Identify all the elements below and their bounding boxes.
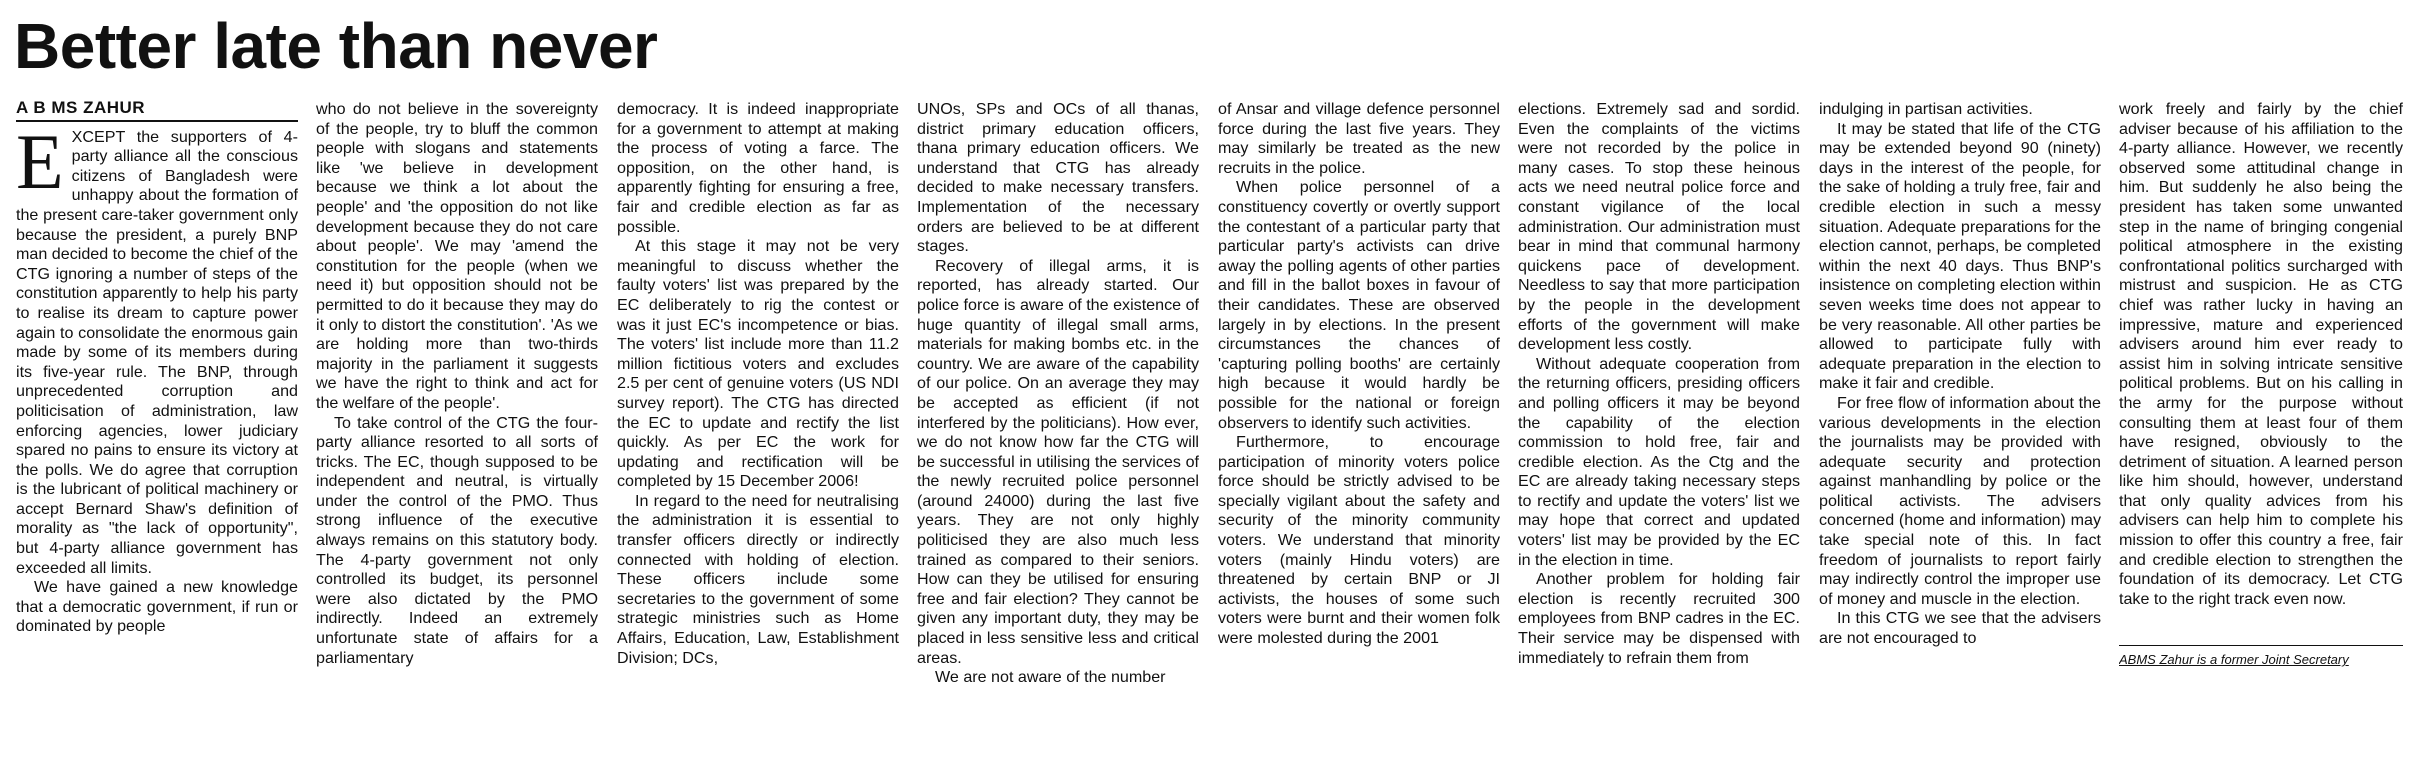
article-column-7 xyxy=(1819,100,2101,776)
paragraph: We are not aware of the number xyxy=(935,668,1166,687)
drop-cap: E xyxy=(16,117,64,205)
paragraph: Furthermore, to encourage participation of minority voters police force should be strictly advised to be specially vigilant about the safety and security of the minority community voters. We understand that minority voters (mainly Hindu voters) are threatened by certain BNP or JI activists, the houses of some such voters were burnt and their women folk were molested during the 2001 xyxy=(1218,433,1500,648)
paragraph: For free flow of information about the various developments in the election the journalists may be provided with adequate security and protection against manhandling by police or the political activists. The advisers concerned (home and information) may take special note of this. In fact freedom of journalists to report fairly may indirectly control the improper use of money and muscle in the election. xyxy=(1819,393,2101,608)
article-column-2 xyxy=(316,100,598,776)
paragraph: indulging in partisan activities. xyxy=(1819,100,2033,118)
paragraph: In regard to the need for neutralising the administration it is essential to transfer officers directly or indirectly connected with holding of election. These officers include some secretaries to the government of some strategic ministries such as Home Affairs, Education, Law, Establishment Division; DCs, xyxy=(617,491,899,667)
byline: A B MS ZAHUR xyxy=(16,98,146,117)
paragraph: We have gained a new knowledge that a democratic government, if run or dominated by people xyxy=(16,578,298,636)
paragraph: At this stage it may not be very meaningful to discuss whether the faulty voters' list was prepared by the EC deliberately to rig the contest or was it just EC's incompetence or bias. The voters' list include more than 11.2 million fictitious voters and excludes 2.5 per cent of genuine voters (US NDI survey report). The CTG has directed the EC to update and rectify the list quickly. As per EC the work for updating and rectification will be completed by 15 December 2006! xyxy=(617,237,899,491)
byline-row xyxy=(16,98,298,122)
article-column-3 xyxy=(617,100,899,776)
paragraph: of Ansar and village defence personnel force during the last five years. They may similarly be treated as the new recruits in the police. xyxy=(1218,100,1500,177)
paragraph: who do not believe in the sovereignty of the people, try to bluff the common people with slogans and statements like 'we believe in development because we think a lot about the people' and 'the opposition do not like development because they do not care about people'. We may 'amend the constitution for the people (when we need it) but opposition should not be permitted to do it because they may do it only to distort the constitution'. 'As we are holding more than two-thirds majority in the parliament it suggests we have the right to think and act for the welfare of the people'. xyxy=(316,100,598,412)
paragraph: UNOs, SPs and OCs of all thanas, district primary education officers, thana primary education officers. We understand that CTG has already decided to make necessary transfers. Implementation of the necessary orders are believed to be at different stages. xyxy=(917,100,1199,256)
paragraph: work freely and fairly by the chief adviser because of his affiliation to the 4-party alliance. However, we recently observed some attitudinal change in him. But suddenly he also being the president has taken some unwanted step in the name of bringing congenial political atmosphere in the existing confrontational politics surcharged with mistrust and suspicion. He as CTG chief was rather lucky in having an impressive, mature and experienced advisers around him ever ready to assist him in solving intricate sensitive political problems. But on his calling in the army for the purpose without consulting them at least four of them have resigned, obviously to the detriment of situation. A learned person like him should, however, understand that only quality advices from his advisers can help him to complete his mission to offer this country a free, fair and credible election to strengthen the foundation of its democracy. Let CTG take to the right track even now. xyxy=(2119,100,2403,608)
article-column-5 xyxy=(1218,100,1500,776)
paragraph: democracy. It is indeed inappropriate for a government to attempt at making the process of voting a farce. The opposition, on the other hand, is apparently fighting for ensuring a free, fair and credible election as far as possible. xyxy=(617,100,899,236)
paragraph: Another problem for holding fair election is recently recruited 300 employees from BNP cadres in the EC. Their service may be dispensed with immediately to refrain them from xyxy=(1518,570,1800,667)
article-column-1 xyxy=(16,98,298,774)
paragraph: When police personnel of a constituency covertly or overtly support the contestant of a particular party that particular party's activists can drive away the polling agents of other parties and fill in the ballot boxes in favour of their candidates. These are observed largely in by elections. In the present circumstances the chances of 'capturing polling booths' are certainly high because it would hardly be possible for the national or foreign observers to identify such activities. xyxy=(1218,178,1500,432)
author-footnote: ABMS Zahur is a former Joint Secretary xyxy=(2119,652,2349,668)
article-column-6 xyxy=(1518,100,1800,776)
paragraph: It may be stated that life of the CTG may be extended beyond 90 (ninety) days in the interest of the people, for the sake of holding a truly free, fair and credible election in such a messy situation. Adequate preparations for the election cannot, perhaps, be completed within the next 40 days. Thus BNP's insistence on completing election within seven weeks time does not appear to be very reasonable. All other parties be allowed to participate fully with adequate preparation in the election to make it fair and credible. xyxy=(1819,119,2101,393)
paragraph: Recovery of illegal arms, it is reported, has already started. Our police force is aware of the existence of huge quantity of illegal small arms, materials for making bombs etc. in the country. We are aware of the capability of our police. On an average they may be accepted as efficient (if not interfered by the politicians). How ever, we do not know how far the CTG will be successful in utilising the services of the newly recruited police personnel (around 24000) during the last five years. They are not only highly politicised they are also much less trained as compared to their seniors. How can they be utilised for ensuring free and fair election? They cannot be given any important duty, they may be placed in less sensitive less and critical areas. xyxy=(917,256,1199,667)
paragraph: In this CTG we see that the advisers are not encouraged to xyxy=(1819,609,2101,648)
paragraph: To take control of the CTG the four-party alliance resorted to all sorts of tricks. The EC, though supposed to be independent and neutral, is virtually under the control of the PMO. Thus strong influence of the executive always remains on this statutory body. The 4-party government not only controlled its budget, its personnel were also dictated by the PMO indirectly. Indeed an extremely unfortunate state of affairs for a parliamentary xyxy=(316,413,598,667)
headline: Better late than never xyxy=(14,10,658,82)
paragraph: Without adequate cooperation from the returning officers, presiding officers and polling officers it may be beyond the capability of the election commission to hold free, fair and credible election. As the Ctg and the EC are already taking necessary steps to rectify and update the voters' list we may hope that correct and updated voters' list may be provided by the EC in the election in time. xyxy=(1518,354,1800,569)
footnote-rule xyxy=(2119,645,2403,670)
article-column-8 xyxy=(2119,100,2403,776)
paragraph: elections. Extremely sad and sordid. Even the complaints of the victims were not recorded by the police in many cases. To stop these heinous acts we need neutral police force and constant vigilance of the local administration. Our administration must bear in mind that communal harmony quickens pace of development. Needless to say that more participation by the people in the development efforts of the government will make development less costly. xyxy=(1518,100,1800,354)
article-column-4 xyxy=(917,100,1199,776)
paragraph: XCEPT the supporters of 4-party alliance all the conscious citizens of Bangladesh were unhappy about the formation of the present care-taker government only because the president, a purely BNP man decided to become the chief of the CTG ignoring a number of steps of the constitution apparently to help his party to realise its dream to capture power again to consolidate the enormous gain made by some of its members during its five-year rule. The BNP, through unprecedented corruption and politicisation of administration, law enforcing agencies, lower judiciary spared no pains to ensure its victory at the polls. We do agree that corruption is the lubricant of political machinery or accept Bernard Shaw's definition of morality as "the lack of opportunity", but 4-party alliance government has exceeded all limits. xyxy=(16,127,298,577)
